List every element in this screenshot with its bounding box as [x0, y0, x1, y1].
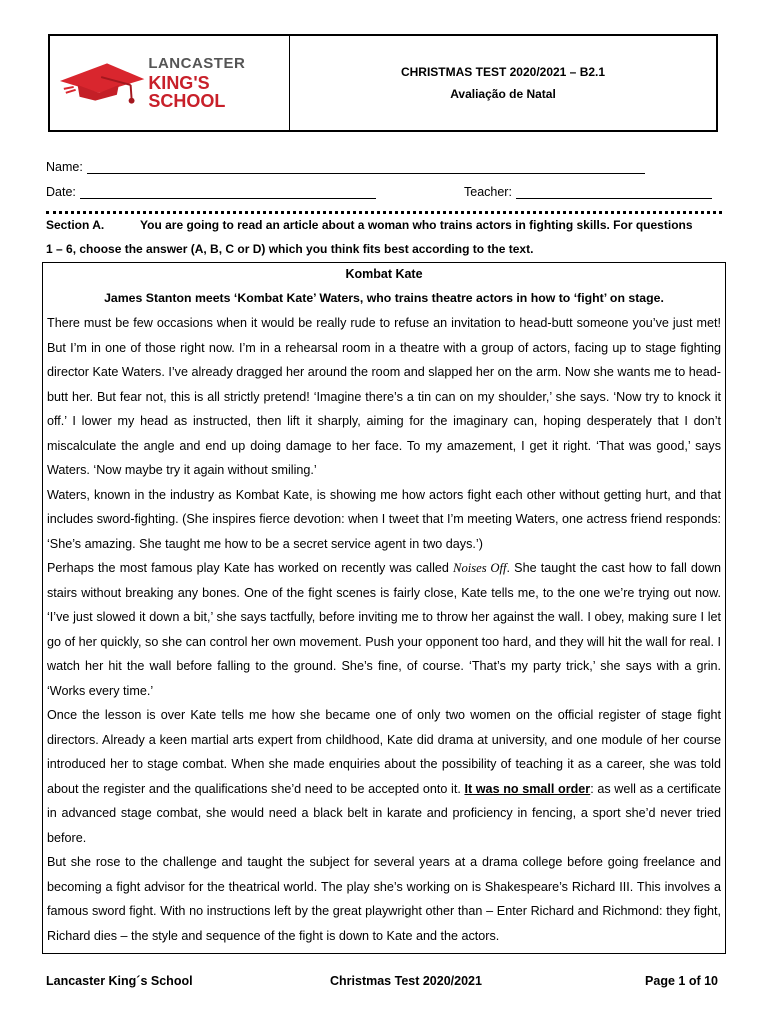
article-subtitle: James Stanton meets ‘Kombat Kate’ Waters, who trains theatre actors in how to ‘fight’ on stage.: [104, 291, 664, 305]
instructions-line-1: You are going to read an article about a woman who trains actors in fighting skills. For questions: [140, 218, 693, 232]
article-paragraph-4: [47, 703, 721, 850]
logo-line2: KING'S SCHOOL: [148, 73, 226, 111]
teacher-label: Teacher:: [464, 185, 512, 199]
play-title: Noises Off: [453, 561, 507, 575]
article-title: Kombat Kate: [345, 267, 423, 281]
teacher-blank[interactable]: [516, 186, 712, 199]
school-logo: [50, 36, 290, 130]
name-field: [46, 160, 645, 174]
date-blank[interactable]: [80, 186, 376, 199]
instructions-line-2: 1 – 6, choose the answer (A, B, C or D) which you think fits best according to the text.: [46, 242, 534, 256]
article-paragraph-5: But she rose to the challenge and taught the subject for several years at a drama college before going freelance and becoming a fight advisor for the theatrical world. The play she’s working on is Shakespeare’s Richard III. This involves a famous sword fight. With no instructions left by the great playwright other than – Enter Richard and Richmond: they fight, Richard dies – the style and sequence of the fight is down to Kate and the actors.: [47, 855, 721, 943]
footer-school: Lancaster King´s School: [46, 974, 193, 988]
logo-line1: LANCASTER: [148, 55, 246, 72]
highlighted-phrase: It was no small order: [464, 781, 591, 796]
date-field: [46, 185, 376, 199]
test-title: CHRISTMAS TEST 2020/2021 – B2.1: [400, 65, 606, 79]
test-subtitle: Avaliação de Natal: [450, 87, 556, 101]
name-label: Name:: [46, 160, 83, 174]
article-box: [42, 262, 726, 954]
paragraph-3-text-b: . She taught the cast how to fall down stairs without breaking any bones. One of the fight scenes is fairly close, Kate tells me, to the one we’re trying out now. ‘I’ve just slowed it down a bit,’ she says tactfully, before inviting me to throw her against the wall. I obey, making sure I let go of her quickly, so she can control her own movement. Push your opponent too hard, and they will hit the wall for real. I watch her hit the wall before falling to the ground. She’s fine, of course. ‘That’s my party trick,’ she says with a grin. ‘Works every time.’: [47, 561, 722, 698]
paragraph-4-text-b: : as well as a certificate in advanced stage combat, she would need a black belt in karate and proficiency in fencing, a sport she’d never tried before.: [47, 781, 722, 845]
article-paragraph-2: Waters, known in the industry as Kombat Kate, is showing me how actors fight each other without getting hurt, and that includes sword-fighting. (She inspires fierce devotion: when I tweet that I’m meeting Waters, one actress friend responds: ‘She’s amazing. She taught me how to be a secret service agent in two days.’): [47, 487, 721, 551]
article-paragraph-1: There must be few occasions when it would be really rude to refuse an invitation to head-butt someone you’ve just met! But I’m in one of those right now. I’m in a rehearsal room in a theatre with a group of actors, facing up to stage fighting director Kate Waters. I’ve already dragged her around the room and slapped her on the arm. Now she wants me to head-butt her. But fear not, this is all strictly pretend! ‘Imagine there’s a tin can on my shoulder,’ she says. ‘Now try to knock it off.’ I lower my head as instructed, then lift it sharply, aiming for the imaginary can, hoping desperately that I don’t miscalculate the angle and end up doing damage to her face. To my amazement, I get it right. ‘That was good,’ says Waters. ‘Now maybe try it again without smiling.’: [47, 316, 721, 477]
document-header: [48, 34, 718, 132]
section-label: Section A.: [46, 218, 105, 232]
section-instructions: [46, 213, 722, 261]
test-title-cell: [290, 36, 716, 130]
page-footer: [46, 974, 718, 994]
footer-page: Page 1 of 10: [645, 974, 718, 988]
teacher-field: [464, 185, 712, 199]
article-paragraph-3: [47, 556, 721, 703]
date-label: Date:: [46, 185, 76, 199]
graduation-cap-icon: [56, 59, 146, 107]
footer-test: Christmas Test 2020/2021: [330, 974, 482, 988]
paragraph-4-text-a: Once the lesson is over Kate tells me how she became one of only two women on the official register of stage fight directors. Already a keen martial arts expert from childhood, Kate did drama at university, and one module of her course introduced her to stage combat. When she made enquiries about the possibility of teaching it as a career, she was told about the register and the qualifications she’d need to be accepted onto it.: [47, 708, 721, 796]
paragraph-3-text-a: Perhaps the most famous play Kate has worked on recently was called: [47, 561, 454, 575]
name-blank[interactable]: [87, 161, 645, 174]
